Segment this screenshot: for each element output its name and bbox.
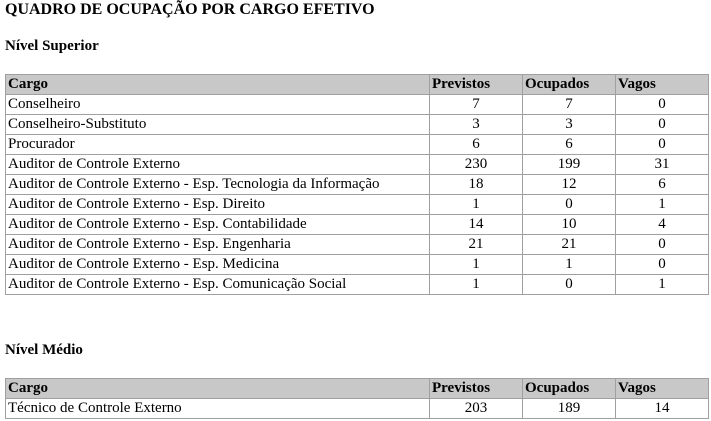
- cell-previstos: 21: [430, 235, 523, 255]
- cell-cargo: Auditor de Controle Externo - Esp. Tecnologia da Informação: [6, 175, 430, 195]
- cell-previstos: 203: [430, 399, 523, 419]
- page-title: QUADRO DE OCUPAÇÃO POR CARGO EFETIVO: [5, 1, 375, 18]
- cell-vagos: 6: [616, 175, 709, 195]
- table-row: [6, 255, 709, 275]
- section-title-nivel-superior: Nível Superior: [5, 38, 99, 54]
- cell-vagos: 0: [616, 255, 709, 275]
- column-header-cargo: Cargo: [6, 379, 430, 399]
- cell-cargo: Auditor de Controle Externo - Esp. Engenharia: [6, 235, 430, 255]
- column-header-cargo: Cargo: [6, 75, 430, 95]
- column-header-ocupados: Ocupados: [523, 75, 616, 95]
- column-header-vagos: Vagos: [616, 75, 709, 95]
- table-header-row: [6, 379, 709, 399]
- table-row: [6, 155, 709, 175]
- cell-vagos: 0: [616, 95, 709, 115]
- cell-previstos: 6: [430, 135, 523, 155]
- cell-cargo: Técnico de Controle Externo: [6, 399, 430, 419]
- cell-cargo: Conselheiro: [6, 95, 430, 115]
- cell-vagos: 0: [616, 235, 709, 255]
- cell-previstos: 230: [430, 155, 523, 175]
- cell-vagos: 31: [616, 155, 709, 175]
- cell-vagos: 0: [616, 115, 709, 135]
- cell-ocupados: 0: [523, 195, 616, 215]
- table-row: [6, 275, 709, 295]
- table-row: [6, 135, 709, 155]
- cell-ocupados: 10: [523, 215, 616, 235]
- cell-cargo: Auditor de Controle Externo - Esp. Comunicação Social: [6, 275, 430, 295]
- cell-cargo: Auditor de Controle Externo - Esp. Medicina: [6, 255, 430, 275]
- cell-ocupados: 12: [523, 175, 616, 195]
- cell-ocupados: 7: [523, 95, 616, 115]
- cell-ocupados: 199: [523, 155, 616, 175]
- cell-vagos: 4: [616, 215, 709, 235]
- table-header-row: [6, 75, 709, 95]
- cell-previstos: 7: [430, 95, 523, 115]
- cell-previstos: 1: [430, 195, 523, 215]
- table-nivel-superior: [5, 74, 709, 295]
- cell-ocupados: 189: [523, 399, 616, 419]
- column-header-previstos: Previstos: [430, 75, 523, 95]
- table-row: [6, 175, 709, 195]
- cell-cargo: Auditor de Controle Externo - Esp. Direito: [6, 195, 430, 215]
- cell-previstos: 3: [430, 115, 523, 135]
- cell-previstos: 14: [430, 215, 523, 235]
- cell-cargo: Procurador: [6, 135, 430, 155]
- table-row: [6, 399, 709, 419]
- cell-previstos: 1: [430, 255, 523, 275]
- cell-ocupados: 1: [523, 255, 616, 275]
- cell-ocupados: 0: [523, 275, 616, 295]
- cell-ocupados: 21: [523, 235, 616, 255]
- cell-cargo: Auditor de Controle Externo - Esp. Contabilidade: [6, 215, 430, 235]
- section-title-nivel-medio: Nível Médio: [5, 342, 83, 358]
- table-row: [6, 195, 709, 215]
- cell-vagos: 1: [616, 195, 709, 215]
- table-row: [6, 235, 709, 255]
- cell-previstos: 18: [430, 175, 523, 195]
- column-header-ocupados: Ocupados: [523, 379, 616, 399]
- table-nivel-medio: [5, 378, 709, 419]
- cell-vagos: 0: [616, 135, 709, 155]
- column-header-vagos: Vagos: [616, 379, 709, 399]
- cell-cargo: Auditor de Controle Externo: [6, 155, 430, 175]
- column-header-previstos: Previstos: [430, 379, 523, 399]
- table-row: [6, 115, 709, 135]
- cell-ocupados: 3: [523, 115, 616, 135]
- cell-cargo: Conselheiro-Substituto: [6, 115, 430, 135]
- cell-previstos: 1: [430, 275, 523, 295]
- table-row: [6, 95, 709, 115]
- cell-ocupados: 6: [523, 135, 616, 155]
- table-row: [6, 215, 709, 235]
- cell-vagos: 1: [616, 275, 709, 295]
- cell-vagos: 14: [616, 399, 709, 419]
